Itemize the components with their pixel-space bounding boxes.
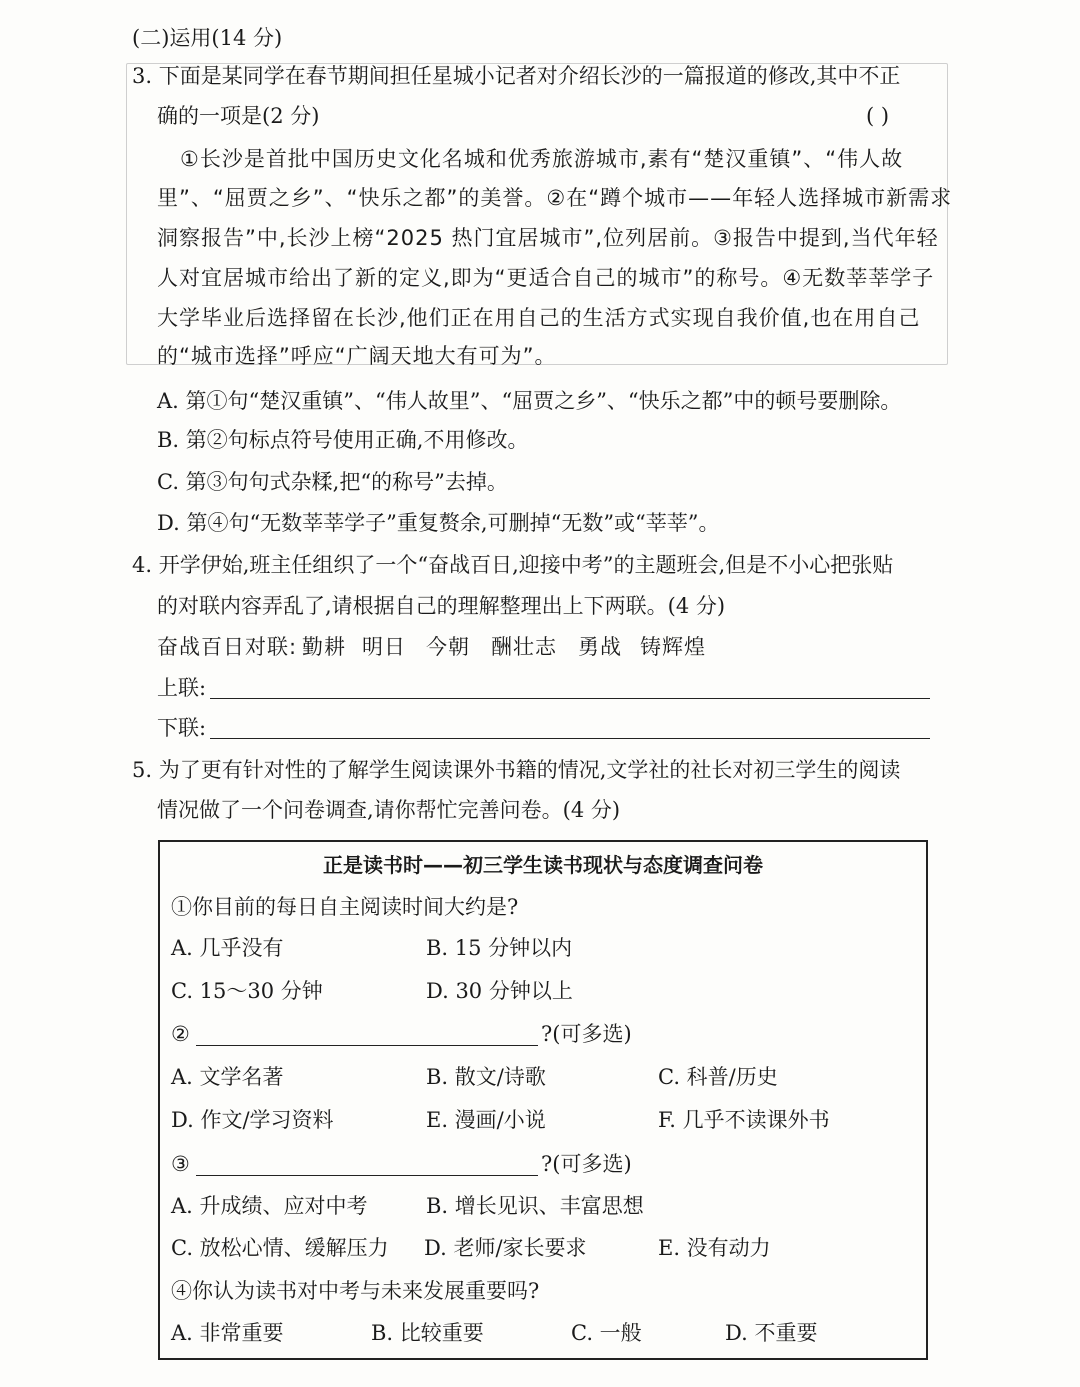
q3-option-d: D. 第④句“无数莘莘学子”重复赘余,可删掉“无数”或“莘莘”。 [157, 511, 720, 535]
survey-q2-blank[interactable] [196, 1045, 538, 1046]
survey-q3-option-a: A. 升成绩、应对中考 [171, 1194, 368, 1218]
survey-q4-option-d: D. 不重要 [725, 1321, 818, 1345]
q3-passage-line: 洞察报告”中,长沙上榜“2025 热门宜居城市”,位列居前。③报告中提到,当代年轻 [157, 226, 939, 250]
q4-upper-label: 上联: [157, 676, 207, 700]
survey-q2-option-c: C. 科普/历史 [658, 1065, 778, 1089]
survey-q4-option-b: B. 比较重要 [371, 1321, 484, 1345]
q3-stem-line1: 3. 下面是某同学在春节期间担任星城小记者对介绍长沙的一篇报道的修改,其中不正 [132, 64, 901, 88]
q4-couplet-word: 勇战 [578, 635, 622, 659]
survey-q3-option-b: B. 增长见识、丰富思想 [426, 1194, 644, 1218]
q3-option-b: B. 第②句标点符号使用正确,不用修改。 [157, 428, 529, 452]
survey-q2-num: ② [171, 1022, 190, 1046]
q3-option-a: A. 第①句“楚汉重镇”、“伟人故里”、“屈贾之乡”、“快乐之都”中的顿号要删除。 [157, 389, 902, 413]
survey-title: 正是读书时——初三学生读书现状与态度调查问卷 [323, 853, 763, 877]
q4-couplet-word: 今朝 [426, 635, 470, 659]
survey-q1-text: ①你目前的每日自主阅读时间大约是? [171, 895, 519, 919]
q4-couplet-word: 酬壮志 [491, 635, 557, 659]
q5-stem-line2: 情况做了一个问卷调查,请你帮忙完善问卷。(4 分) [157, 798, 621, 822]
q4-stem-line2: 的对联内容弄乱了,请根据自己的理解整理出上下两联。(4 分) [157, 594, 726, 618]
q4-stem-line1: 4. 开学伊始,班主任组织了一个“奋战百日,迎接中考”的主题班会,但是不小心把张贴 [132, 553, 894, 577]
survey-q3-option-c: C. 放松心情、缓解压力 [171, 1236, 389, 1260]
q3-passage-line: 大学毕业后选择留在长沙,他们正在用自己的生活方式实现自我价值,也在用自己 [157, 306, 921, 330]
q4-couplet-word: 勤耕 [302, 635, 346, 659]
survey-q3-option-e: E. 没有动力 [658, 1236, 771, 1260]
survey-q3-suffix: ?(可多选) [541, 1152, 632, 1176]
q4-couplet-word: 明日 [362, 635, 406, 659]
q3-option-c: C. 第③句句式杂糅,把“的称号”去掉。 [157, 470, 508, 494]
q4-lower-answer-line[interactable] [210, 738, 930, 739]
survey-q2-option-b: B. 散文/诗歌 [426, 1065, 546, 1089]
survey-q1-option-c: C. 15～30 分钟 [171, 979, 323, 1003]
survey-q1-option-a: A. 几乎没有 [171, 936, 284, 960]
survey-q2-suffix: ?(可多选) [541, 1022, 632, 1046]
survey-q2-option-a: A. 文学名著 [171, 1065, 284, 1089]
q3-passage-line: ①长沙是首批中国历史文化名城和优秀旅游城市,素有“楚汉重镇”、“伟人故 [180, 147, 904, 171]
q3-stem-line2: 确的一项是(2 分) [157, 104, 320, 128]
survey-q4-text: ④你认为读书对中考与未来发展重要吗? [171, 1279, 540, 1303]
q5-stem-line1: 5. 为了更有针对性的了解学生阅读课外书籍的情况,文学社的社长对初三学生的阅读 [132, 758, 901, 782]
q3-passage-line: 的“城市选择”呼应“广阔天地大有可为”。 [157, 344, 557, 368]
q4-couplet-label: 奋战百日对联: [157, 635, 298, 659]
q3-passage-line: 里”、“屈贾之乡”、“快乐之都”的美誉。②在“蹲个城市——年轻人选择城市新需求 [157, 186, 953, 210]
survey-q2-option-e: E. 漫画/小说 [426, 1108, 546, 1132]
section-title: (二)运用(14 分) [132, 26, 283, 50]
survey-q1-option-b: B. 15 分钟以内 [426, 936, 573, 960]
survey-q3-option-d: D. 老师/家长要求 [424, 1236, 587, 1260]
q3-answer-paren[interactable]: ( ) [866, 104, 890, 128]
q3-passage-line: 人对宜居城市给出了新的定义,即为“更适合自己的城市”的称号。④无数莘莘学子 [157, 266, 935, 290]
q4-couplet-word: 铸辉煌 [640, 635, 706, 659]
survey-q2-option-d: D. 作文/学习资料 [171, 1108, 334, 1132]
survey-q3-num: ③ [171, 1152, 190, 1176]
survey-q2-option-f: F. 几乎不读课外书 [658, 1108, 830, 1132]
q4-upper-answer-line[interactable] [210, 698, 930, 699]
survey-q4-option-c: C. 一般 [571, 1321, 642, 1345]
survey-q3-blank[interactable] [196, 1175, 538, 1176]
q4-lower-label: 下联: [157, 716, 207, 740]
survey-q4-option-a: A. 非常重要 [171, 1321, 284, 1345]
survey-q1-option-d: D. 30 分钟以上 [426, 979, 573, 1003]
